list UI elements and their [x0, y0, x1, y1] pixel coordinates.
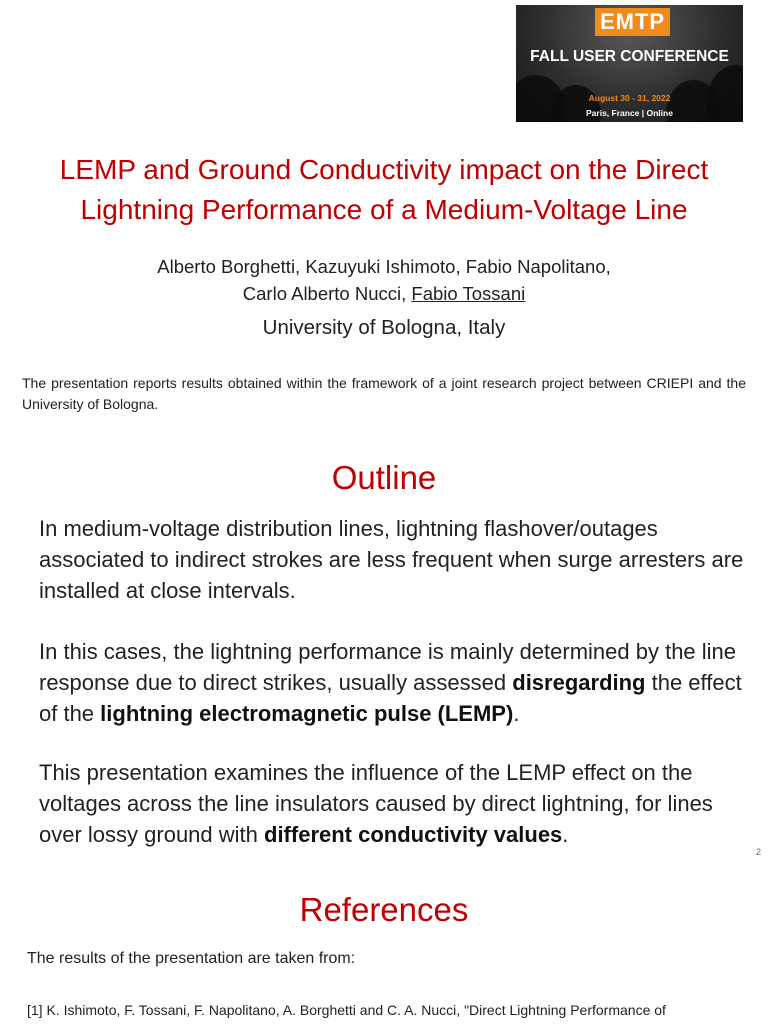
conference-location: Paris, France | Online	[586, 108, 673, 118]
title-line-1: LEMP and Ground Conductivity impact on the Direct	[59, 154, 709, 185]
outline-heading: Outline	[331, 459, 437, 496]
reference-item: [1] K. Ishimoto, F. Tossani, F. Napolitano, A. Borghetti and C. A. Nucci, "Direct Lightning Performance of	[27, 1002, 666, 1018]
authors-line-1: Alberto Borghetti, Kazuyuki Ishimoto, Fabio Napolitano,	[157, 256, 611, 277]
conference-name: FALL USER CONFERENCE	[530, 48, 729, 65]
affiliation: University of Bologna, Italy	[262, 316, 506, 339]
outline-p2-text-c: .	[513, 701, 520, 726]
outline-p2-emphasis-1: disregarding	[512, 670, 646, 695]
outline-p3-emphasis: different conductivity values	[264, 822, 563, 847]
authors-line-2: Carlo Alberto Nucci,	[242, 283, 412, 304]
paper-title	[40, 150, 728, 230]
outline-paragraph-1: In medium-voltage distribution lines, lightning flashover/outages associated to indirect strokes are less frequent when surge arresters are installed at close intervals.	[39, 516, 744, 603]
outline-p2-text-b: the effect of the	[39, 670, 742, 726]
conference-banner	[516, 5, 743, 122]
author-list	[40, 253, 728, 307]
outline-paragraph-3	[39, 757, 744, 850]
title-line-2: Lightning Performance of a Medium-Voltage Line	[80, 194, 688, 225]
page-number: 2	[756, 847, 762, 857]
conference-dates: August 30 - 31, 2022	[588, 93, 671, 103]
outline-p2-emphasis-2: lightning electromagnetic pulse (LEMP)	[100, 701, 514, 726]
emtp-logo: EMTP	[595, 8, 670, 36]
outline-p2-text-a: In this cases, the lightning performance is mainly determined by the line response due to direct strikes, usually assessed	[39, 639, 737, 695]
references-heading: References	[299, 891, 469, 928]
outline-p3-text-c: .	[562, 822, 569, 847]
presenter-name: Fabio Tossani	[411, 283, 526, 304]
project-note: The presentation reports results obtained within the framework of a joint research project between CRIEPI and the University of Bologna.	[22, 375, 746, 412]
outline-p3-text-a: This presentation examines the influence of the LEMP effect on the voltages across the line insulators caused by direct lightning, for lines over lossy ground with	[39, 760, 713, 847]
references-intro: The results of the presentation are taken from:	[27, 950, 356, 967]
outline-paragraph-2	[39, 636, 744, 729]
